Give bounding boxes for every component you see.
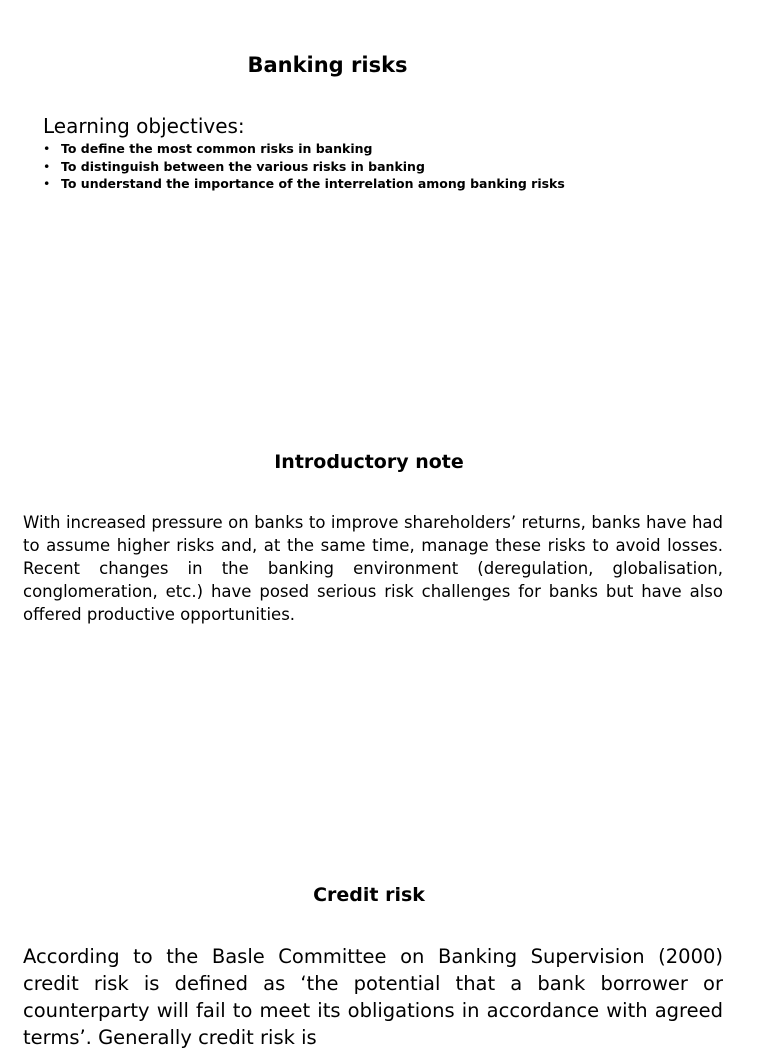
list-item: [43, 158, 743, 176]
document-title: Banking risks: [247, 53, 408, 77]
credit-risk-paragraph: According to the Basle Committee on Banking Supervision (2000) credit risk is defined as ‘the potential that a bank borrower or counterparty will fail to meet its obligations in accordance with agreed terms’. Generally credit risk is: [23, 945, 723, 1049]
list-item-text: To define the most common risks in banking: [61, 141, 373, 156]
introductory-note-heading: Introductory note: [274, 451, 464, 473]
learning-objectives-heading: Learning objectives:: [43, 114, 245, 138]
credit-risk-heading: Credit risk: [313, 884, 425, 906]
bullet-icon: •: [43, 158, 51, 174]
list-item-text: To distinguish between the various risks in banking: [61, 158, 425, 174]
bullet-icon: •: [43, 141, 51, 156]
bullet-icon: •: [43, 176, 51, 191]
learning-objectives: [43, 114, 743, 193]
learning-objectives-list: [43, 140, 743, 193]
introductory-note-paragraph: With increased pressure on banks to improve shareholders’ returns, banks have had to assume higher risks and, at the same time, manage these risks to avoid losses. Recent changes in the banking environment (deregulation, globalisation, conglomeration, etc.) have posed serious risk challenges for banks but have also offered productive opportunities.: [23, 513, 723, 624]
list-item: [43, 140, 743, 158]
list-item-text: To understand the importance of the interrelation among banking risks: [61, 176, 565, 191]
list-item: [43, 175, 743, 193]
